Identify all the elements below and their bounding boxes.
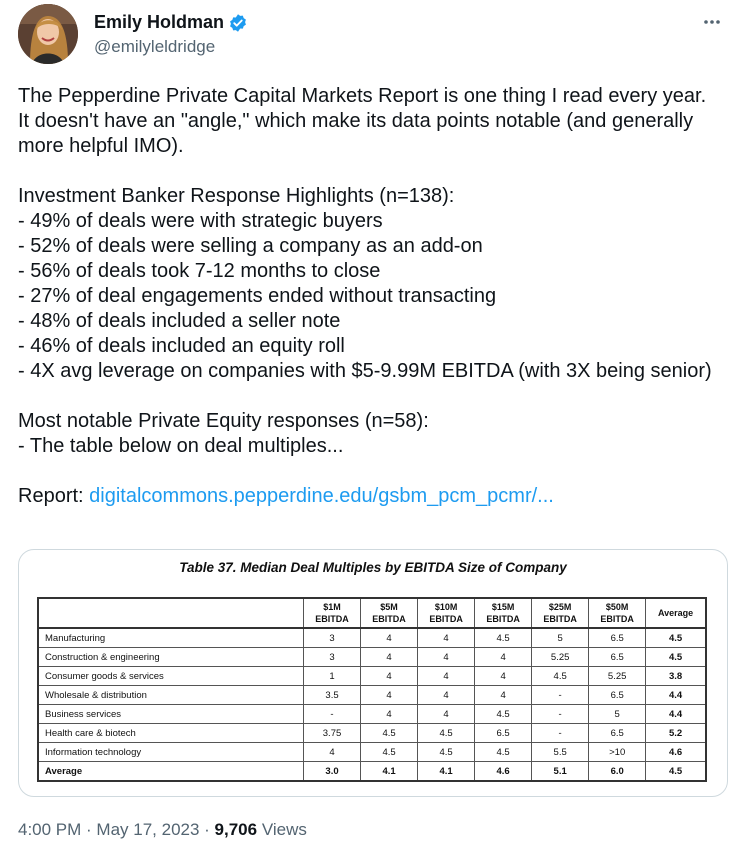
views-count: 9,706 <box>214 820 258 839</box>
author-row <box>94 12 248 33</box>
table-cell: 4 <box>418 686 475 705</box>
bullet-item: - 46% of deals included an equity roll <box>18 335 345 357</box>
column-header: $5M EBITDA <box>361 598 418 628</box>
bullet-item: - 48% of deals included a seller note <box>18 310 341 332</box>
table-cell: 4.1 <box>361 762 418 782</box>
header-corner <box>38 598 304 628</box>
row-label: Business services <box>38 705 304 724</box>
table-cell: 3 <box>304 648 361 667</box>
table-cell: - <box>532 724 589 743</box>
user-avatar-icon <box>18 4 78 64</box>
more-dots-icon <box>702 12 722 32</box>
column-header: $50M EBITDA <box>589 598 646 628</box>
row-label: Average <box>38 762 304 782</box>
table-cell: 3.8 <box>646 667 706 686</box>
bullet-item: - 52% of deals were selling a company as an add-on <box>18 235 483 257</box>
table-cell: 4 <box>475 667 532 686</box>
table-cell: 4 <box>361 667 418 686</box>
table-cell: - <box>532 705 589 724</box>
table-cell: 6.5 <box>589 648 646 667</box>
tweet-footer <box>18 820 307 840</box>
table-cell: 4.5 <box>361 743 418 762</box>
bullet-item: - 56% of deals took 7-12 months to close <box>18 260 381 282</box>
table-row <box>38 628 706 648</box>
table-cell: 4 <box>418 648 475 667</box>
table-cell: 5.5 <box>532 743 589 762</box>
table-cell: 4.5 <box>361 724 418 743</box>
author-handle[interactable]: @emilyleldridge <box>94 37 216 56</box>
table-cell: 4.5 <box>475 743 532 762</box>
table-row <box>38 705 706 724</box>
table-cell: 5 <box>589 705 646 724</box>
row-label: Information technology <box>38 743 304 762</box>
report-label: Report: <box>18 485 90 507</box>
tweet-date[interactable]: May 17, 2023 <box>96 820 200 839</box>
table-cell: 4 <box>361 628 418 648</box>
more-options-button[interactable] <box>700 10 724 34</box>
deal-multiples-table <box>37 597 707 782</box>
table-row <box>38 743 706 762</box>
table-cell: 6.5 <box>589 724 646 743</box>
table-cell: 6.5 <box>589 628 646 648</box>
author-name[interactable]: Emily Holdman <box>94 12 225 32</box>
table-cell: 4.4 <box>646 705 706 724</box>
table-cell: 6.0 <box>589 762 646 782</box>
table-cell: 4.5 <box>646 648 706 667</box>
row-label: Wholesale & distribution <box>38 686 304 705</box>
report-line <box>18 484 718 509</box>
row-label: Consumer goods & services <box>38 667 304 686</box>
table-cell: 4 <box>361 686 418 705</box>
row-label: Manufacturing <box>38 628 304 648</box>
table-cell: 4.5 <box>475 628 532 648</box>
section-heading: Most notable Private Equity responses (n=58): <box>18 410 429 432</box>
bullet-item: - 27% of deal engagements ended without transacting <box>18 285 497 307</box>
table-row <box>38 648 706 667</box>
table-cell: 4.5 <box>418 724 475 743</box>
table-average-row <box>38 762 706 782</box>
table-cell: 3 <box>304 628 361 648</box>
table-cell: 4.5 <box>532 667 589 686</box>
table-cell: 3.75 <box>304 724 361 743</box>
tweet-paragraph: The Pepperdine Private Capital Markets Report is one thing I read every year. It doesn't have an "angle," which make its data points notable (and generally more helpful IMO). <box>18 85 712 157</box>
table-row <box>38 686 706 705</box>
table-cell: 4 <box>361 648 418 667</box>
table-header-row <box>38 598 706 628</box>
table-cell: 6.5 <box>589 686 646 705</box>
table-cell: 4.5 <box>646 762 706 782</box>
table-cell: 5.25 <box>532 648 589 667</box>
table-cell: 1 <box>304 667 361 686</box>
table-cell: 4.1 <box>418 762 475 782</box>
tweet-body <box>18 84 718 509</box>
table-cell: 4 <box>418 667 475 686</box>
table-cell: 4 <box>304 743 361 762</box>
table-cell: 5 <box>532 628 589 648</box>
column-header: Average <box>646 598 706 628</box>
table-cell: 4 <box>418 705 475 724</box>
table-row <box>38 667 706 686</box>
table-title: Table 37. Median Deal Multiples by EBITDA Size of Company <box>179 560 567 575</box>
row-label: Construction & engineering <box>38 648 304 667</box>
table-cell: 5.25 <box>589 667 646 686</box>
table-cell: 3.0 <box>304 762 361 782</box>
tweet-header <box>18 4 728 68</box>
column-header: $1M EBITDA <box>304 598 361 628</box>
table-cell: 4.5 <box>646 628 706 648</box>
table-cell: >10 <box>589 743 646 762</box>
column-header: $15M EBITDA <box>475 598 532 628</box>
bullet-item: - The table below on deal multiples... <box>18 435 344 457</box>
media-image[interactable] <box>18 549 728 797</box>
table-cell: 3.5 <box>304 686 361 705</box>
table-cell: 4 <box>361 705 418 724</box>
table-cell: 5.1 <box>532 762 589 782</box>
column-header: $25M EBITDA <box>532 598 589 628</box>
table-cell: 6.5 <box>475 724 532 743</box>
table-cell: 4 <box>418 628 475 648</box>
tweet-time[interactable]: 4:00 PM <box>18 820 82 839</box>
table-cell: - <box>304 705 361 724</box>
table-cell: - <box>532 686 589 705</box>
column-header: $10M EBITDA <box>418 598 475 628</box>
views-label: Views <box>257 820 307 839</box>
bullet-item: - 4X avg leverage on companies with $5-9.99M EBITDA (with 3X being senior) <box>18 360 712 382</box>
table-cell: 5.2 <box>646 724 706 743</box>
avatar[interactable] <box>18 4 78 64</box>
separator: · <box>199 820 215 839</box>
table-cell: 4.4 <box>646 686 706 705</box>
section-heading: Investment Banker Response Highlights (n=138): <box>18 185 455 207</box>
table-cell: 4.5 <box>418 743 475 762</box>
bullet-item: - 49% of deals were with strategic buyers <box>18 210 383 232</box>
row-label: Health care & biotech <box>38 724 304 743</box>
table-cell: 4 <box>475 686 532 705</box>
table-cell: 4.6 <box>646 743 706 762</box>
table-cell: 4.6 <box>475 762 532 782</box>
table-cell: 4.5 <box>475 705 532 724</box>
table-row <box>38 724 706 743</box>
report-link[interactable]: digitalcommons.pepperdine.edu/gsbm_pcm_pcmr/... <box>89 485 554 507</box>
verified-badge-icon <box>228 13 248 33</box>
table-cell: 4 <box>475 648 532 667</box>
separator: · <box>81 820 97 839</box>
